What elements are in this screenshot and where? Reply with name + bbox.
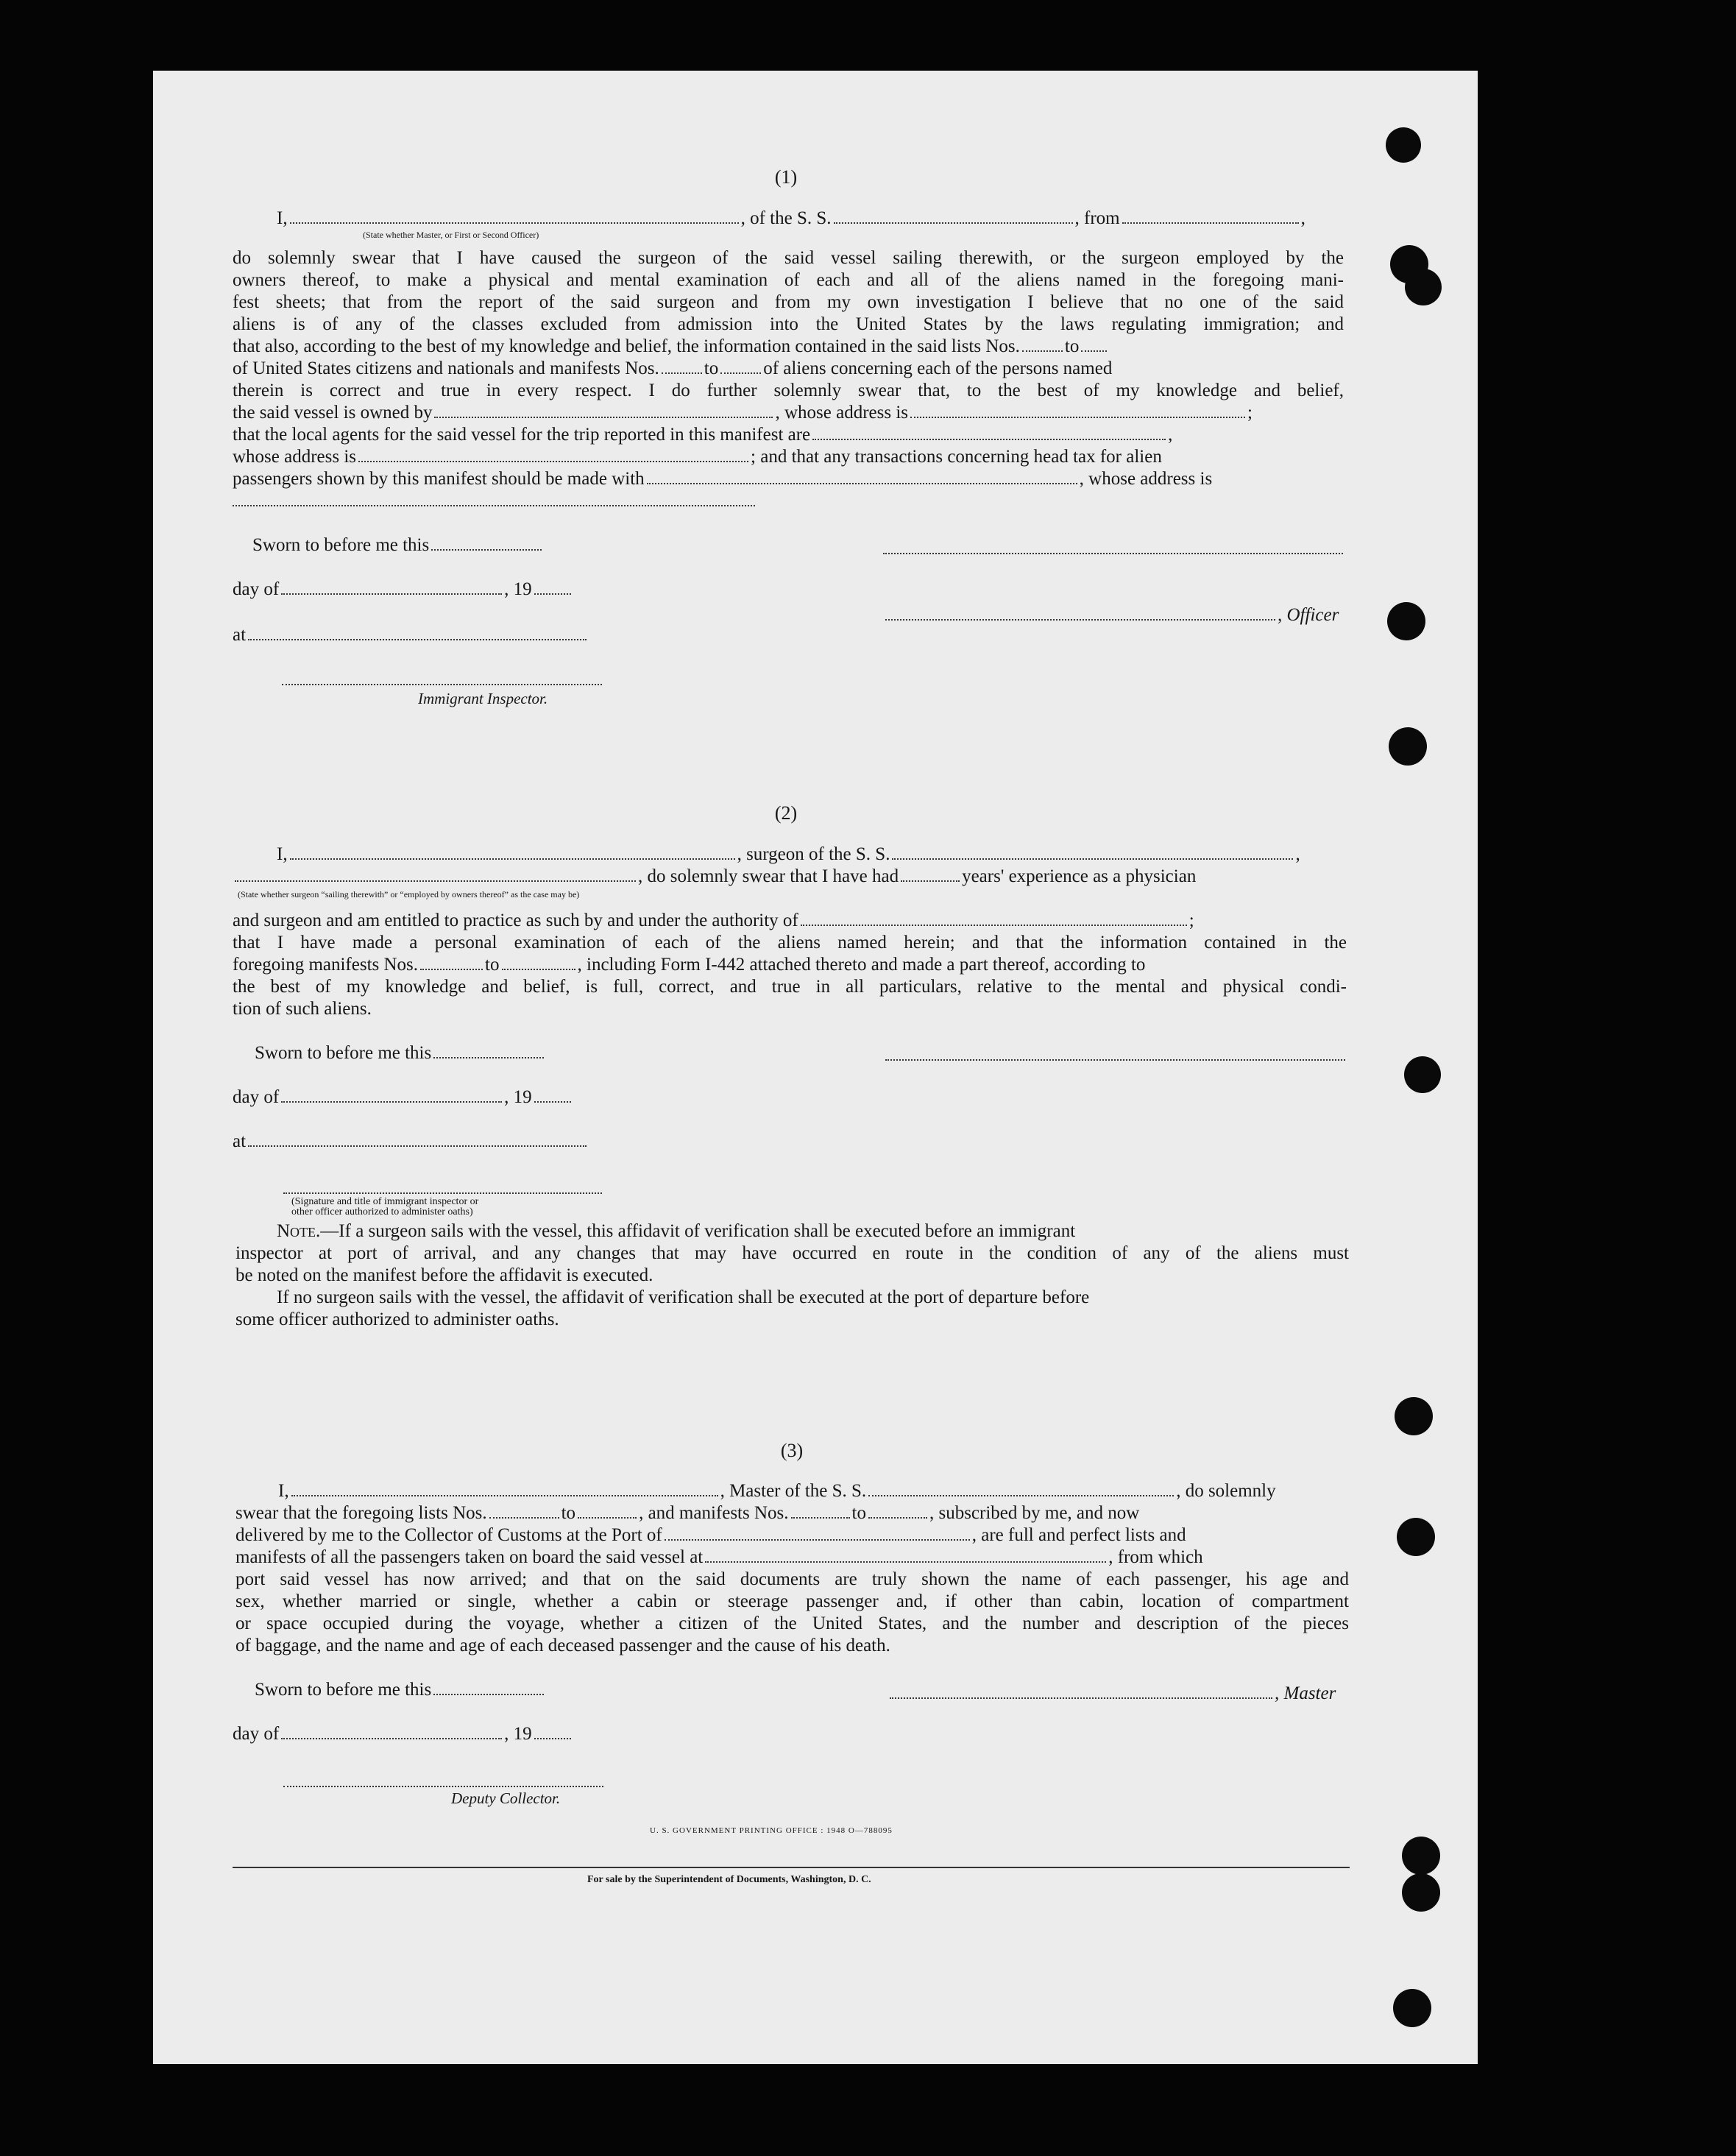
s3-to-label: to xyxy=(851,1503,866,1523)
footer-rule xyxy=(233,1867,1350,1868)
s3-day-field[interactable] xyxy=(281,1725,502,1739)
s1-agents-address-field[interactable] xyxy=(358,448,748,462)
s1-owned-label: the said vessel is owned by xyxy=(233,403,433,423)
punch-hole xyxy=(1402,1837,1440,1875)
s1-address-continuation-field[interactable] xyxy=(233,505,755,506)
punch-hole xyxy=(1386,127,1421,163)
s3-master-signature-field[interactable] xyxy=(890,1684,1272,1699)
s2-authority-label: and surgeon and am entitled to practice as such by and under the authority of xyxy=(233,911,798,930)
s1-address-label: , whose address is xyxy=(775,403,909,423)
form-sheet xyxy=(153,71,1478,2064)
s1-officer-note: (State whether Master, or First or Second Officer) xyxy=(363,230,539,240)
punch-hole xyxy=(1389,727,1427,766)
s3-text-line: sex, whether married or single, whether a cabin or steerage passenger and, if other than cabin, location of compartment xyxy=(235,1591,1349,1611)
s1-at-field[interactable] xyxy=(248,626,587,640)
s1-lists-to-field[interactable] xyxy=(1081,337,1107,352)
s1-dayof-label: day of xyxy=(233,579,280,599)
s2-years-field[interactable] xyxy=(901,867,960,882)
s1-lists-label: that also, according to the best of my knowledge and belief, the information contained in the said lists Nos. xyxy=(233,336,1020,356)
s3-lists-from-field[interactable] xyxy=(489,1504,559,1519)
s1-line5 xyxy=(233,336,1109,358)
s1-officer-title-field[interactable] xyxy=(885,606,1275,621)
s1-at-label: at xyxy=(233,625,247,645)
s2-manifest-to-field[interactable] xyxy=(502,955,575,970)
s2-at-field[interactable] xyxy=(248,1132,587,1147)
s2-text-line: that I have made a personal examination of each of the aliens named herein; and that the information contained in the xyxy=(233,933,1347,952)
s1-passengers-label: passengers shown by this manifest should be made with xyxy=(233,469,645,489)
s1-headtax-label: ; and that any transactions concerning head tax for alien xyxy=(751,447,1162,467)
s1-inspector-label: Immigrant Inspector. xyxy=(418,690,548,707)
s3-deputy-label: Deputy Collector. xyxy=(451,1789,561,1807)
s3-year-field[interactable] xyxy=(534,1725,571,1739)
s1-owner-address-field[interactable] xyxy=(910,403,1245,418)
s1-of-ss-label: , of the S. S. xyxy=(740,208,832,228)
s2-surgeon-signature-field[interactable] xyxy=(885,1059,1345,1061)
s2-sig-note-line2: other officer authorized to administer oaths) xyxy=(291,1206,473,1217)
s1-to-label: to xyxy=(1064,336,1080,356)
s2-experience-label: years' experience as a physician xyxy=(962,866,1197,886)
s1-address-label: , whose address is xyxy=(1079,469,1213,489)
s1-headtax-party-field[interactable] xyxy=(647,470,1077,484)
s3-master-label: , Master xyxy=(1275,1683,1336,1703)
punch-hole xyxy=(1402,1873,1440,1912)
s1-to-label: to xyxy=(704,358,719,378)
s1-sworn-line xyxy=(252,534,544,556)
s3-text-line: port said vessel has now arrived; and that on the said documents are truly shown the name of each passenger, his age and xyxy=(235,1569,1349,1589)
section-2-number: (2) xyxy=(774,802,798,824)
s2-semicolon: ; xyxy=(1188,911,1194,930)
s2-note-line4: If no surgeon sails with the vessel, the affidavit of verification shall be executed at the port of departure before xyxy=(277,1287,1090,1307)
s2-note-line5: some officer authorized to administer oaths. xyxy=(235,1309,559,1329)
s1-officer-line xyxy=(883,604,1339,626)
s2-at-label: at xyxy=(233,1131,247,1151)
s1-aliens-label: of aliens concerning each of the persons named xyxy=(763,358,1113,378)
s1-agents-label: that the local agents for the said vessel for the trip reported in this manifest are xyxy=(233,425,811,445)
s1-text-line: do solemnly swear that I have caused the surgeon of the said vessel sailing therewith, or the surgeon employed by the xyxy=(233,248,1344,268)
s3-sworn-line xyxy=(255,1679,546,1701)
s1-officer-label: , Officer xyxy=(1278,605,1339,625)
s3-dayof-label: day of xyxy=(233,1724,280,1744)
s2-sworn-line xyxy=(255,1042,546,1064)
s1-from-label: , from xyxy=(1074,208,1120,228)
s2-inspector-signature-field[interactable] xyxy=(283,1192,602,1194)
s2-note-line2: inspector at port of arrival, and any changes that may have occurred en route in the condition of any of the aliens must xyxy=(235,1243,1349,1263)
s3-lists-to-field[interactable] xyxy=(578,1504,637,1519)
s1-text-line: owners thereof, to make a physical and mental examination of each and all of the aliens named in the foregoing mani- xyxy=(233,270,1344,290)
s3-to-label: to xyxy=(561,1503,576,1523)
s1-i-label: I, xyxy=(277,208,288,228)
s1-line1 xyxy=(277,208,1305,230)
section-1-number: (1) xyxy=(774,166,798,188)
s2-sig-note-line1: (Signature and title of immigrant inspector or xyxy=(291,1196,479,1207)
s3-year-label: , 19 xyxy=(504,1724,532,1744)
s3-from-which-label: , from which xyxy=(1108,1547,1203,1567)
s3-manifest-to-field[interactable] xyxy=(868,1504,927,1519)
s1-manifest-from-field[interactable] xyxy=(662,359,702,374)
s2-at-line xyxy=(233,1131,589,1153)
s3-sworn-field[interactable] xyxy=(433,1680,544,1695)
s3-boarded-port-field[interactable] xyxy=(705,1548,1106,1563)
s2-line1 xyxy=(277,844,1300,866)
s3-vessel-name-field[interactable] xyxy=(868,1482,1174,1496)
s2-surgeon-note: (State whether surgeon “sailing therewith” or “employed by owners thereof” as the case may be) xyxy=(238,889,580,899)
s1-agents-field[interactable] xyxy=(812,425,1166,440)
s3-text-line: of baggage, and the name and age of each deceased passenger and the cause of his death. xyxy=(235,1636,890,1655)
s2-text-line: the best of my knowledge and belief, is full, correct, and true in all particulars, relative to the mental and physical condi- xyxy=(233,977,1347,997)
s3-manifests-label: , and manifests Nos. xyxy=(639,1503,789,1523)
s2-note-line3: be noted on the manifest before the affidavit is executed. xyxy=(235,1265,653,1285)
s3-solemnly-label: , do solemnly xyxy=(1176,1481,1276,1501)
s3-boarded-label: manifests of all the passengers taken on board the said vessel at xyxy=(235,1547,704,1567)
s2-note-heading: Note. xyxy=(277,1221,321,1241)
s3-sworn-label: Sworn to before me this xyxy=(255,1680,432,1700)
s2-form-label: , including Form I-442 attached thereto and made a part thereof, according to xyxy=(577,955,1146,975)
s2-year-field[interactable] xyxy=(534,1088,571,1103)
s3-port-field[interactable] xyxy=(665,1526,970,1541)
s1-day-field[interactable] xyxy=(281,580,502,595)
printing-office-imprint: U. S. GOVERNMENT PRINTING OFFICE : 1948 O—788095 xyxy=(650,1826,893,1835)
s1-semicolon: ; xyxy=(1247,403,1253,423)
punch-hole xyxy=(1397,1518,1435,1556)
s1-year-label: , 19 xyxy=(504,579,532,599)
s1-officer-signature-field[interactable] xyxy=(883,553,1343,554)
s1-text-line: fest sheets; that from the report of the said surgeon and from my own investigation I believe that no one of the said xyxy=(233,292,1344,312)
s2-manifest-from-field[interactable] xyxy=(420,955,483,970)
s1-address-label: whose address is xyxy=(233,447,357,467)
s1-text-line: therein is correct and true in every respect. I do further solemnly swear that, to the best of my knowledge and belief, xyxy=(233,381,1344,400)
s2-comma: , xyxy=(1295,844,1300,864)
s1-day-line xyxy=(233,579,573,601)
s3-subscribed-label: , subscribed by me, and now xyxy=(929,1503,1140,1523)
punch-hole xyxy=(1393,1989,1431,2027)
s1-from-field[interactable] xyxy=(1122,209,1299,224)
s3-port-label: delivered by me to the Collector of Customs at the Port of xyxy=(235,1525,662,1545)
s1-citizens-label: of United States citizens and nationals and manifests Nos. xyxy=(233,358,659,378)
s3-lists-label: swear that the foregoing lists Nos. xyxy=(235,1503,487,1523)
s3-day-line xyxy=(233,1723,573,1745)
s3-master-ss-label: , Master of the S. S. xyxy=(720,1481,867,1501)
s2-note-line1 xyxy=(277,1220,1075,1243)
s2-day-field[interactable] xyxy=(281,1088,502,1103)
s3-master-line xyxy=(888,1683,1336,1705)
s2-dayof-label: day of xyxy=(233,1087,280,1107)
punch-hole xyxy=(1395,1397,1433,1435)
s1-owner-field[interactable] xyxy=(434,403,773,418)
s3-text-line: or space occupied during the voyage, whether a citizen of the United States, and the number and description of the pieces xyxy=(235,1614,1349,1633)
s2-to-label: to xyxy=(485,955,500,975)
s2-line3 xyxy=(233,910,1194,932)
s1-comma: , xyxy=(1300,208,1305,228)
s1-officer-name-field[interactable] xyxy=(290,209,739,224)
s1-vessel-name-field[interactable] xyxy=(834,209,1073,224)
s1-manifest-to-field[interactable] xyxy=(720,359,761,374)
s3-manifest-from-field[interactable] xyxy=(791,1504,850,1519)
s1-at-line xyxy=(233,624,589,646)
s1-year-field[interactable] xyxy=(534,580,571,595)
s2-vessel-name-field[interactable] xyxy=(892,845,1293,860)
s1-inspector-signature-field[interactable] xyxy=(282,684,602,685)
punch-hole xyxy=(1387,602,1425,640)
s2-year-label: , 19 xyxy=(504,1087,532,1107)
s2-sworn-label: Sworn to before me this xyxy=(255,1043,432,1063)
s2-manifests-label: foregoing manifests Nos. xyxy=(233,955,419,975)
s2-surgeon-ss-label: , surgeon of the S. S. xyxy=(737,844,890,864)
s1-comma: , xyxy=(1168,425,1173,445)
s2-i-label: I, xyxy=(277,844,288,864)
s3-line3 xyxy=(235,1524,1186,1547)
s2-sig-note xyxy=(291,1197,478,1217)
s3-master-name-field[interactable] xyxy=(291,1482,718,1496)
punch-hole xyxy=(1405,269,1442,305)
s2-sworn-field[interactable] xyxy=(433,1044,544,1058)
s2-text-line: tion of such aliens. xyxy=(233,999,372,1019)
s2-line5 xyxy=(233,954,1145,976)
s2-sailing-field[interactable] xyxy=(235,867,636,882)
footer-sale-note: For sale by the Superintendent of Documents, Washington, D. C. xyxy=(587,1874,871,1885)
s3-line4 xyxy=(235,1547,1203,1569)
s2-day-line xyxy=(233,1086,573,1109)
punch-hole xyxy=(1404,1056,1441,1093)
s2-surgeon-name-field[interactable] xyxy=(290,845,735,860)
s2-line2 xyxy=(233,866,1196,888)
s1-line8 xyxy=(233,402,1253,424)
s1-sworn-label: Sworn to before me this xyxy=(252,535,430,555)
section-3-number: (3) xyxy=(780,1440,804,1461)
s1-text-line: aliens is of any of the classes excluded from admission into the United States by the laws regulating immigration; and xyxy=(233,314,1344,334)
s1-line11 xyxy=(233,468,1212,490)
s1-line10 xyxy=(233,446,1162,468)
s2-authority-field[interactable] xyxy=(801,911,1187,926)
s3-line1 xyxy=(278,1480,1276,1502)
s1-line6 xyxy=(233,358,1112,380)
s1-lists-from-field[interactable] xyxy=(1022,337,1063,352)
s3-lists-text: , are full and perfect lists and xyxy=(971,1525,1186,1545)
s2-note-text: —If a surgeon sails with the vessel, this affidavit of verification shall be executed before an immigrant xyxy=(320,1221,1076,1241)
s3-i-label: I, xyxy=(278,1481,289,1501)
s3-line2 xyxy=(235,1502,1139,1524)
s1-line9 xyxy=(233,424,1172,446)
s2-swear-label: , do solemnly swear that I have had xyxy=(638,866,899,886)
s1-sworn-field[interactable] xyxy=(431,536,542,551)
